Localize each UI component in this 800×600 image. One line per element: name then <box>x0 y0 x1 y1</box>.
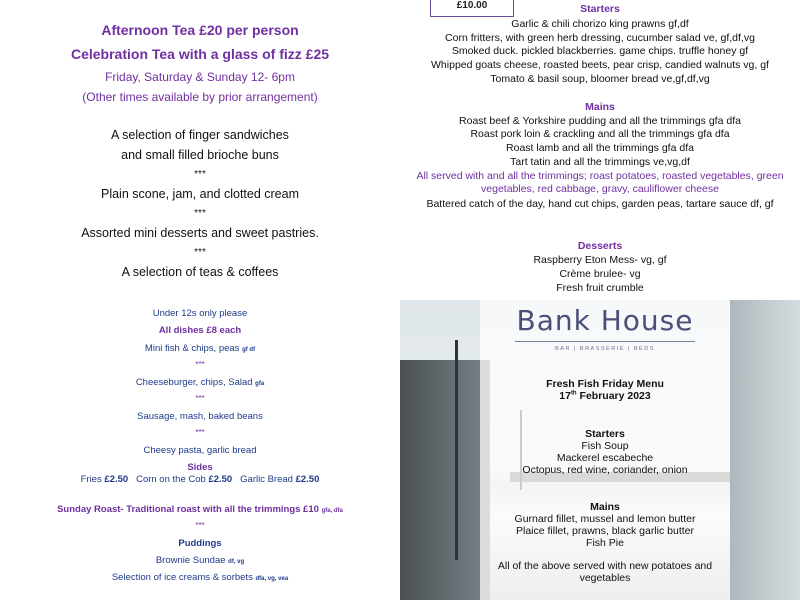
date-rest: February 2023 <box>576 390 651 402</box>
harbour-photo-mast <box>455 340 458 560</box>
tea-item: A selection of teas & coffees <box>121 265 279 279</box>
tea-item: Plain scone, jam, and clotted cream <box>100 187 300 201</box>
fish-starter-item: Mackerel escabeche <box>556 452 654 464</box>
pudding-tag: dfa, vg, vea <box>255 576 289 582</box>
fish-main-item: Gurnard fillet, mussel and lemon butter <box>514 513 696 525</box>
fish-friday-menu <box>400 300 800 600</box>
starter-item: Whipped goats cheese, roasted beets, pear crisp, candied walnuts vg, gf <box>431 59 769 71</box>
starter-item: Smoked duck. pickled blackberries. game chips. truffle honey gf <box>451 45 749 57</box>
kids-item <box>0 411 400 422</box>
tea-separator: *** <box>194 169 206 180</box>
dessert-item: Crème brulee- vg <box>559 268 641 280</box>
side-name: Fries <box>80 474 102 485</box>
side-price: £2.50 <box>104 474 129 485</box>
all-dishes-price: All dishes £8 each <box>158 325 242 336</box>
fish-friday-title: Fresh Fish Friday Menu <box>546 378 664 390</box>
tea-separator: *** <box>194 208 206 219</box>
side-price: £2.50 <box>295 474 320 485</box>
afternoon-tea-title: Afternoon Tea £20 per person <box>101 22 299 38</box>
fish-friday-date <box>480 390 730 402</box>
fish-starters-heading: Starters <box>585 428 625 440</box>
fish-footer-note: All of the above served with new potatoes and vegetables <box>497 560 713 584</box>
fish-starter-item: Fish Soup <box>581 440 629 452</box>
tea-item: A selection of finger sandwiches <box>111 128 289 142</box>
side-name: Corn on the Cob <box>136 474 206 485</box>
celebration-tea-title: Celebration Tea with a glass of fizz £25 <box>70 46 330 62</box>
side-name: Garlic Bread <box>240 474 293 485</box>
dessert-item: Fresh fruit crumble <box>556 282 644 294</box>
fish-main-item: Plaice fillet, prawns, black garlic butter <box>516 525 694 537</box>
tea-item: and small filled brioche buns <box>121 148 279 162</box>
desserts-heading: Desserts <box>577 240 623 252</box>
pudding-tag: df, vg <box>228 559 245 565</box>
sunday-roast-text: Sunday Roast- Traditional roast with all the trimmings £10 <box>57 504 319 515</box>
kids-item-name: Sausage, mash, baked beans <box>137 411 263 422</box>
dessert-item: Raspberry Eton Mess- vg, gf <box>533 254 667 266</box>
tea-separator: *** <box>194 247 206 258</box>
fish-main-item: Fish Pie <box>586 537 624 549</box>
kids-separator: *** <box>195 360 205 369</box>
sunday-roast-tag: gfa, dfa <box>321 508 343 514</box>
pudding-name: Brownie Sundae <box>155 555 226 566</box>
date-day: 17 <box>559 390 571 402</box>
starters-heading: Starters <box>580 3 620 15</box>
kids-separator: *** <box>195 521 205 530</box>
kids-menu <box>0 300 400 600</box>
starter-item: Tomato & basil soup, bloomer bread ve,gf,df,vg <box>490 73 710 85</box>
puddings-heading: Puddings <box>178 538 222 549</box>
sides-heading: Sides <box>187 462 213 473</box>
fish-starter-item: Octopus, red wine, coriander, onion <box>522 464 688 476</box>
kids-item-name: Cheesy pasta, garlic bread <box>143 445 257 456</box>
starter-item: Corn fritters, with green herb dressing, cucumber salad ve, gf,df,vg <box>445 32 755 44</box>
mains-heading: Mains <box>585 101 615 113</box>
logo-divider <box>515 341 695 342</box>
main-item: Roast beef & Yorkshire pudding and all the trimmings gfa dfa <box>459 115 741 127</box>
served-with-note: All served with and all the trimmings; roast potatoes, roasted vegetables, green vegetables, red cabbage, gravy, cauliflower cheese <box>416 170 784 195</box>
kids-item <box>0 377 400 388</box>
starter-item: Garlic & chili chorizo king prawns gf,df <box>511 18 689 30</box>
kids-separator: *** <box>195 394 205 403</box>
tea-days: Friday, Saturday & Sunday 12- 6pm <box>105 70 295 84</box>
kids-separator: *** <box>195 428 205 437</box>
main-item: Roast pork loin & crackling and all the trimmings gfa dfa <box>470 128 730 140</box>
afternoon-tea-menu <box>0 0 400 300</box>
sunday-menu <box>400 0 800 300</box>
kids-item-name: Cheeseburger, chips, Salad <box>135 377 253 388</box>
main-item: Roast lamb and all the trimmings gfa dfa <box>506 142 694 154</box>
kids-item-name: Mini fish & chips, peas <box>144 343 240 354</box>
pudding-item <box>0 555 400 566</box>
kids-item-tag: gf df <box>242 347 256 353</box>
under-12-note: Under 12s only please <box>152 308 248 319</box>
pudding-item <box>0 572 400 583</box>
pudding-name: Selection of ice creams & sorbets <box>111 572 253 583</box>
harbour-photo-bank <box>730 300 800 600</box>
side-price: £2.50 <box>208 474 233 485</box>
main-item: Tart tatin and all the trimmings ve,vg,df <box>510 156 690 168</box>
tea-item: Assorted mini desserts and sweet pastries. <box>81 226 319 240</box>
kids-item <box>0 445 400 456</box>
date-suffix: th <box>570 390 577 397</box>
logo-tagline: BAR | BRASSERIE | BEDS <box>555 346 655 352</box>
fish-mains-heading: Mains <box>590 501 620 513</box>
harbour-photo-boat <box>400 360 490 600</box>
tea-note: (Other times available by prior arrangement) <box>82 90 318 104</box>
kids-item-tag: gfa <box>255 381 265 387</box>
kids-item <box>0 343 400 354</box>
bank-house-logo: Bank House <box>516 304 694 337</box>
price-box: £10.00 <box>430 0 514 17</box>
sunday-roast-line <box>0 504 400 515</box>
battered-fish-item: Battered catch of the day, hand cut chips, garden peas, tartare sauce df, gf <box>426 198 774 210</box>
sides-row <box>0 474 400 485</box>
